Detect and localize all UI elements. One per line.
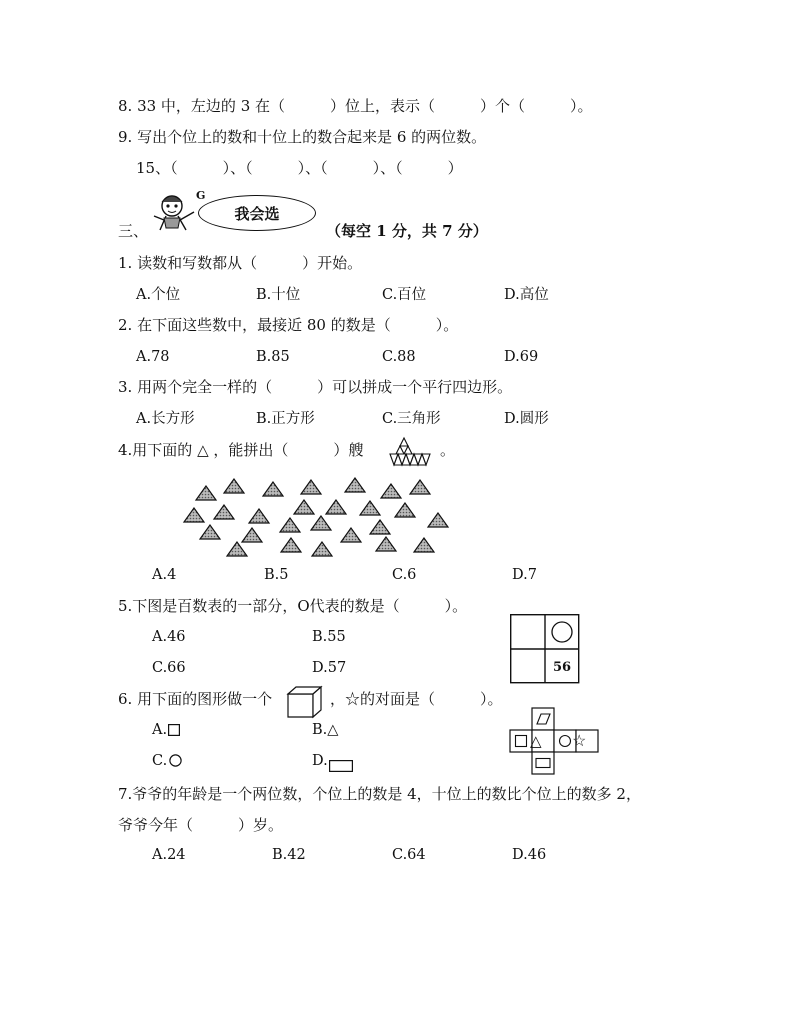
triangles-cluster	[180, 472, 460, 567]
mascot-letter: G	[196, 189, 206, 202]
square-icon	[168, 724, 180, 736]
section-number: 三、	[118, 222, 149, 240]
q5-option-c: C.66	[152, 660, 186, 676]
q4-option-d: D.7	[512, 567, 537, 583]
q2-option-d: D.69	[504, 349, 539, 365]
q2-option-c: C.88	[382, 349, 416, 365]
cube-net-diagram	[508, 706, 602, 776]
q7-option-b: B.42	[272, 847, 306, 863]
grid-value-56: 56	[553, 660, 572, 675]
q7-option-d: D.46	[512, 847, 547, 863]
q5-option-d: D.57	[312, 660, 347, 676]
cube-icon	[286, 685, 324, 719]
q1-option-b: B.十位	[256, 287, 301, 303]
question-8: 8. 33 中，左边的 3 在（ ）位上，表示（ ）个（ ）。	[118, 97, 593, 115]
q3-option-d: D.圆形	[504, 411, 549, 427]
q7-option-c: C.64	[392, 847, 426, 863]
rectangle-icon	[329, 760, 353, 772]
circle-icon	[169, 754, 182, 767]
question-5: 5.下图是百数表的一部分，O代表的数是（ ）。	[118, 597, 468, 615]
q6-option-b: B.△	[312, 722, 339, 738]
q5-option-a: A.46	[152, 629, 186, 645]
question-2: 2. 在下面这些数中，最接近 80 的数是（ ）。	[118, 316, 459, 334]
q3-option-c: C.三角形	[382, 411, 441, 427]
net-triangle-icon: △	[530, 732, 542, 750]
q2-option-b: B.85	[256, 349, 290, 365]
question-1: 1. 读数和写数都从（ ）开始。	[118, 254, 363, 272]
question-4: 4.用下面的 △ ，能拼出（ ）艘	[118, 441, 364, 459]
question-4-end: 。	[440, 441, 456, 459]
q4-option-c: C.6	[392, 567, 417, 583]
q3-option-b: B.正方形	[256, 411, 315, 427]
q1-option-c: C.百位	[382, 287, 427, 303]
q1-option-d: D.高位	[504, 287, 549, 303]
boat-shape-icon	[388, 437, 434, 467]
q6-option-d: D.	[312, 753, 328, 769]
q6-option-c: C.	[152, 753, 168, 769]
q1-option-a: A.个位	[136, 287, 181, 303]
section-title-bubble: 我会选	[198, 195, 316, 231]
section-scoring: （每空 1 分，共 7 分）	[326, 222, 488, 240]
question-3: 3. 用两个完全一样的（ ）可以拼成一个平行四边形。	[118, 378, 513, 396]
q4-option-b: B.5	[264, 567, 289, 583]
question-7-line2: 爷爷今年（ ）岁。	[118, 816, 284, 834]
q4-option-a: A.4	[152, 567, 177, 583]
q2-option-a: A.78	[136, 349, 170, 365]
q5-option-b: B.55	[312, 629, 346, 645]
question-6: 6. 用下面的图形做一个	[118, 690, 273, 708]
question-9: 9. 写出个位上的数和十位上的数合起来是 6 的两位数。	[118, 128, 487, 146]
mascot-icon	[150, 190, 202, 236]
question-6-end: ，☆的对面是（ ）。	[330, 690, 503, 708]
q3-option-a: A.长方形	[136, 411, 195, 427]
q6-option-a: A.	[152, 722, 168, 738]
question-9-answer-blanks: 15、（ ）、（ ）、（ ）、（ ）	[136, 159, 463, 177]
net-star-icon: ☆	[572, 731, 587, 750]
question-7-line1: 7.爷爷的年龄是一个两位数，个位上的数是 4，十位上的数比个位上的数多 2，	[118, 785, 641, 803]
q7-option-a: A.24	[152, 847, 186, 863]
